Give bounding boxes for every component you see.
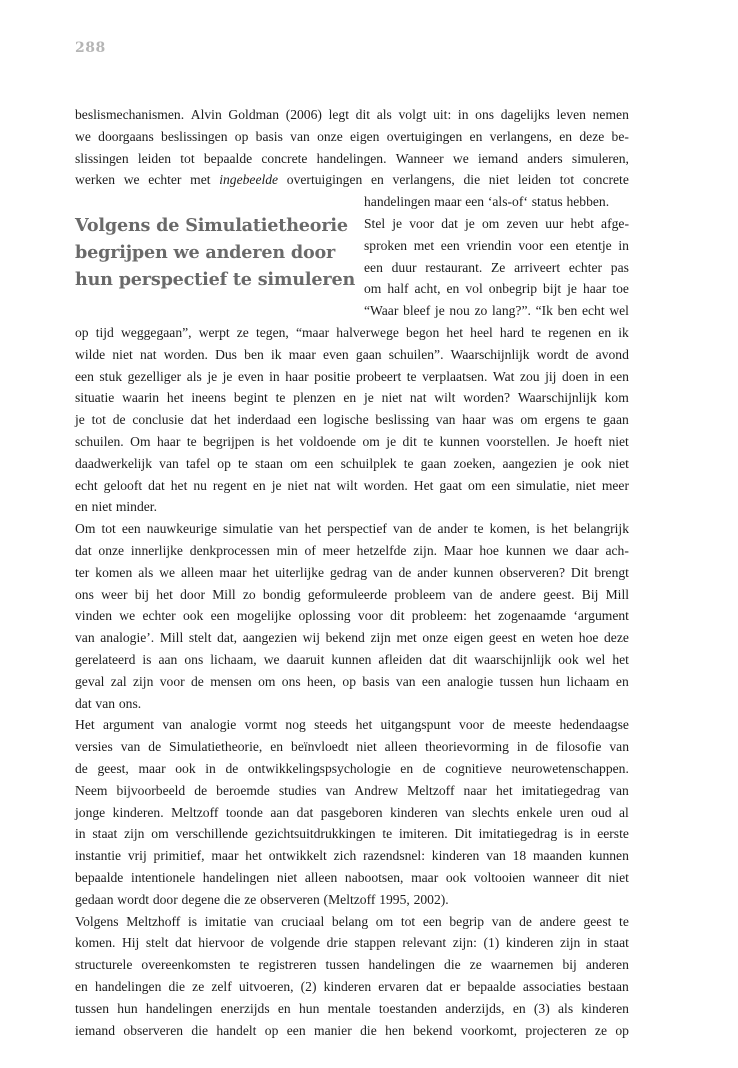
text-line: we doorgaans beslissingen op basis van onze eigen overtuigingen en verlangens, en deze be-	[75, 128, 629, 144]
text-line: Neem bijvoorbeeld de beroemde studies van Andrew Meltzoff naar het imitatiegedrag van	[75, 782, 629, 798]
text-line: handelingen maar een ‘als-of‘ status hebben.	[364, 194, 610, 210]
text-line: Stel je voor dat je om zeven uur hebt afge-	[364, 216, 629, 231]
text-line: een stuk gezelliger als je je even in haar positie probeert te verplaatsen. Wat zou jij doen in een	[75, 368, 629, 384]
text-line: echt gelooft dat het nu regent en je niet nat wilt worden. Het gaat om een simulatie, niet meer	[75, 477, 629, 493]
text-line: Het argument van analogie vormt nog steeds het uitgangspunt voor de meeste hedendaagse	[75, 717, 629, 733]
text-line: sproken met een vriendin voor een etentje in	[364, 237, 629, 253]
text-line: op tijd weggegaan”, werpt ze tegen, “maar halverwege begon het heel hard te regenen en ik	[75, 325, 629, 340]
text-line: versies van de Simulatietheorie, en beïnvloedt niet alleen theorievorming in de filosofie van	[75, 739, 629, 755]
text-line: ter komen als we alleen maar het uiterlijke gedrag van de ander kunnen observeren? Dit brengt	[75, 564, 629, 580]
text-line: gerelateerd is aan ons lichaam, we daaruit kunnen afleiden dat dit waarschijnlijk ook wel het	[75, 652, 629, 667]
text-line: dat van ons.	[75, 695, 142, 711]
text-line: een duur restaurant. Ze arriveert echter pas	[364, 259, 629, 275]
text-line: geval zal zijn voor de mensen om ons heen, op basis van een analogie tussen hun lichaam en	[75, 673, 629, 689]
pull-quote-line: begrijpen we anderen door	[75, 242, 336, 263]
text-line: schuilen. Om haar te begrijpen is het voldoende om je dit te kunnen voorstellen. Je hoeft niet	[75, 434, 629, 449]
text-line: van analogie’. Mill stelt dat, aangezien wij bekend zijn met onze eigen geest en weten hoe deze	[75, 630, 629, 646]
text-line: ons weer bij het door Mill zo bondig geformuleerde probleem van de andere geest. Bij Mill	[75, 586, 629, 602]
text-line: dat onze innerlijke denkprocessen min of meer hetzelfde zijn. Maar hoe kunnen we daar ach-	[75, 543, 629, 558]
text-line: wilde niet nat worden. Dus ben ik maar even gaan schuilen”. Waarschijnlijk wordt de avond	[75, 346, 629, 362]
text-line: “Waar bleef je nou zo lang?”. “Ik ben echt wel	[364, 303, 629, 319]
text-line: Om tot een nauwkeurige simulatie van het perspectief van de ander te komen, is het belangrijk	[75, 521, 629, 537]
pull-quote-line: Volgens de Simulatietheorie	[75, 215, 348, 236]
text-line: Volgens Meltzhoff is imitatie van cruciaal belang om tot een begrip van de andere geest te	[75, 913, 629, 929]
text-line: instantie vrij primitief, maar het ontwikkelt zich razendsnel: kinderen van 18 maanden kunnen	[75, 848, 629, 864]
text-line: komen. Hij stelt dat hiervoor de volgende drie stappen relevant zijn: (1) kinderen zijn in staat	[75, 935, 629, 951]
text-line: structurele overeenkomsten te registreren tussen handelingen die ze waarnemen bij anderen	[75, 957, 629, 973]
text-line: jonge kinderen. Meltzoff toonde aan dat pasgeboren kinderen van slechts enkele uren oud al	[75, 804, 629, 820]
text-line: iemand observeren die handelt op een manier die hen bekend voorkomt, projecteren ze op	[75, 1022, 629, 1038]
text-line: vinden we echter ook een mogelijke oplossing voor dit probleem: het zogenaamde ‘argument	[75, 608, 629, 624]
text-line: beslismechanismen. Alvin Goldman (2006) legt dit als volgt uit: in ons dagelijks leven nemen	[75, 107, 629, 122]
text-line: je tot de conclusie dat het inderdaad een logische beslissing van haar was om ergens te gaan	[75, 412, 629, 428]
text-line: de geest, maar ook in de ontwikkelingspsychologie en de cognitieve neurowetenschappen.	[75, 761, 629, 776]
text-line: en niet minder.	[75, 499, 157, 515]
text-line: slissingen leiden tot bepaalde concrete handelingen. Wanneer we iemand anders simuleren,	[75, 150, 629, 166]
text-line: daadwerkelijk van tafel op te staan om een schuilplek te gaan zoeken, aangezien je ook niet	[75, 455, 629, 471]
text-line: in staat zijn om verschillende gezichtsuitdrukkingen te imiteren. Dit imitatiegedrag is in eerste	[75, 826, 629, 842]
text-line: gedaan wordt door degene die ze observeren (Meltzoff 1995, 2002).	[75, 891, 449, 907]
pull-quote-line: hun perspectief te simuleren	[75, 269, 356, 290]
text-line: situatie waarin het ineens begint te plenzen en je niet nat wilt worden? Waarschijnlijk kom	[75, 390, 629, 406]
text-line: om half acht, en vol onbegrip bijt je haar toe	[364, 281, 629, 297]
text-line: tussen hun handelingen enerzijds en hun mentale toestanden anderzijds, en (3) als kinderen	[75, 1000, 629, 1016]
pull-quote	[75, 212, 355, 293]
text-line: bepaalde intentionele handelingen niet alleen nabootsen, maar ook voltooien wanneer dit niet	[75, 870, 629, 885]
text-line: en handelingen die ze zelf uitvoeren, (2) kinderen ervaren dat er bepaalde associaties bestaan	[75, 979, 629, 994]
page-number: 288	[75, 40, 106, 56]
text-line: werken we echter met ingebeelde overtuigingen en verlangens, die niet leiden tot concrete	[75, 172, 629, 188]
